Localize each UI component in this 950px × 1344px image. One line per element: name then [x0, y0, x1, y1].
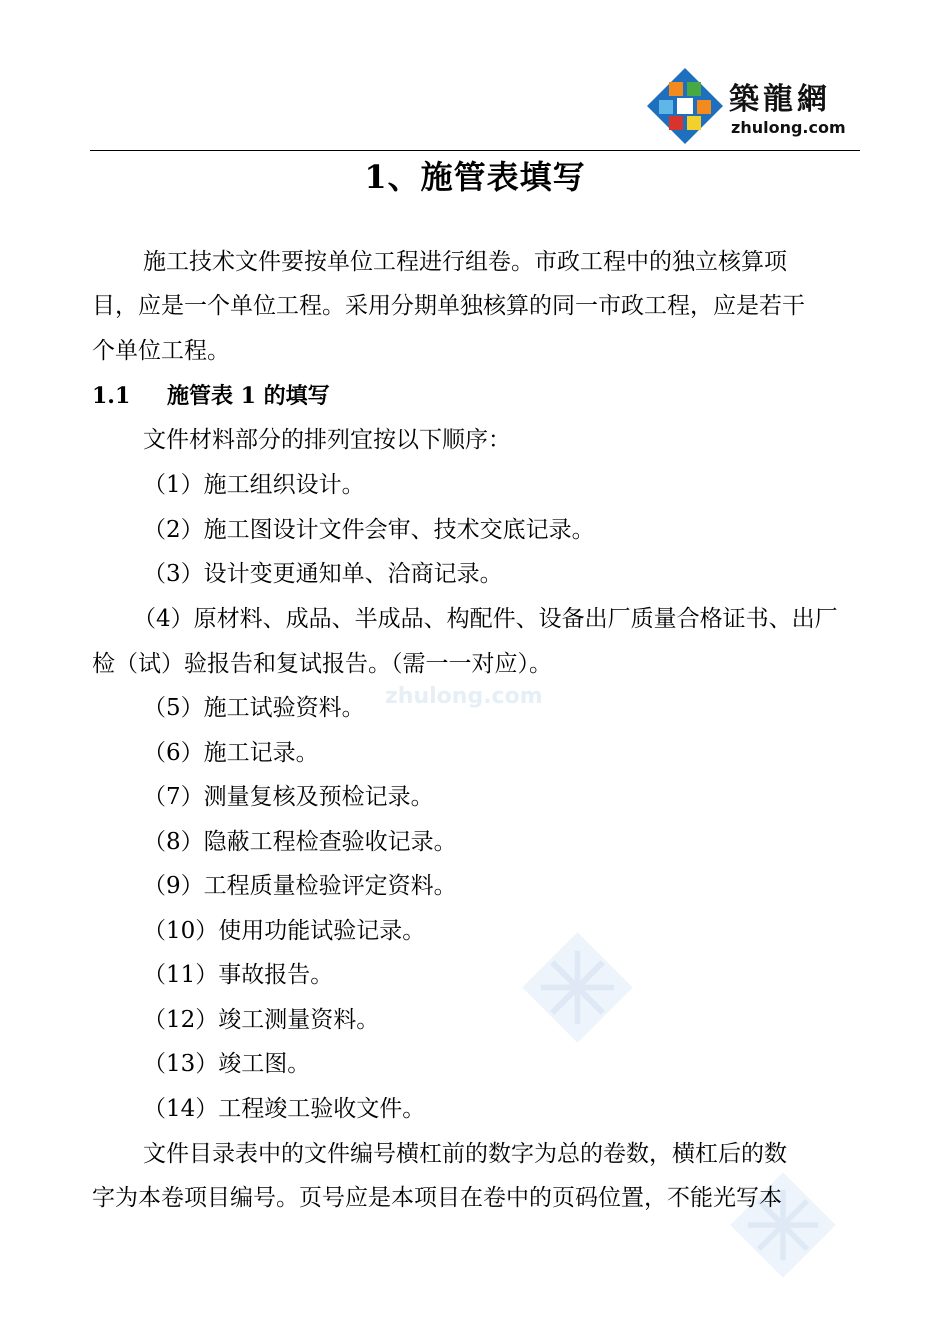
section-number: 1.1	[92, 383, 131, 409]
watermark-snowflake-icon	[520, 930, 635, 1045]
logo-chinese-text: 築龍網	[729, 82, 831, 117]
list-item: （9）工程质量检验评定资料。	[143, 873, 457, 899]
list-item: （8）隐蔽工程检查验收记录。	[143, 829, 457, 855]
zhulong-logo	[645, 66, 860, 146]
zhulong-logo-icon	[645, 66, 725, 146]
section-title: 施管表 1 的填写	[167, 383, 330, 409]
list-item: （12）竣工测量资料。	[143, 1007, 380, 1033]
logo-english-text: zhulong.com	[731, 118, 846, 137]
list-item: （2）施工图设计文件会审、技术交底记录。	[143, 517, 595, 543]
list-item: （10）使用功能试验记录。	[143, 918, 426, 944]
intro-line: 施工技术文件要按单位工程进行组卷。市政工程中的独立核算项	[143, 249, 787, 275]
list-item: （13）竣工图。	[143, 1051, 311, 1077]
list-item: （1）施工组织设计。	[143, 472, 365, 498]
page-title: 1、施管表填写	[364, 158, 586, 196]
intro-line: 目，应是一个单位工程。采用分期单独核算的同一市政工程，应是若干	[92, 293, 805, 319]
closing-line: 文件目录表中的文件编号横杠前的数字为总的卷数，横杠后的数	[143, 1141, 787, 1167]
header-rule	[90, 150, 860, 151]
list-item: （3）设计变更通知单、洽商记录。	[143, 561, 503, 587]
list-item: （6）施工记录。	[143, 740, 319, 766]
closing-line: 字为本卷项目编号。页号应是本项目在卷中的页码位置，不能光写本	[92, 1185, 782, 1211]
list-item: （7）测量复核及预检记录。	[143, 784, 434, 810]
intro-line: 个单位工程。	[92, 338, 230, 364]
list-item-continued: 检（试）验报告和复试报告。（需一一对应）。	[92, 651, 552, 677]
watermark-text: zhulong.com	[385, 684, 543, 709]
list-item: （5）施工试验资料。	[143, 695, 365, 721]
list-item: （4）原材料、成品、半成品、构配件、设备出厂质量合格证书、出厂	[133, 606, 838, 632]
list-item: （14）工程竣工验收文件。	[143, 1096, 426, 1122]
list-lead: 文件材料部分的排列宜按以下顺序：	[143, 427, 511, 453]
list-item: （11）事故报告。	[143, 962, 334, 988]
